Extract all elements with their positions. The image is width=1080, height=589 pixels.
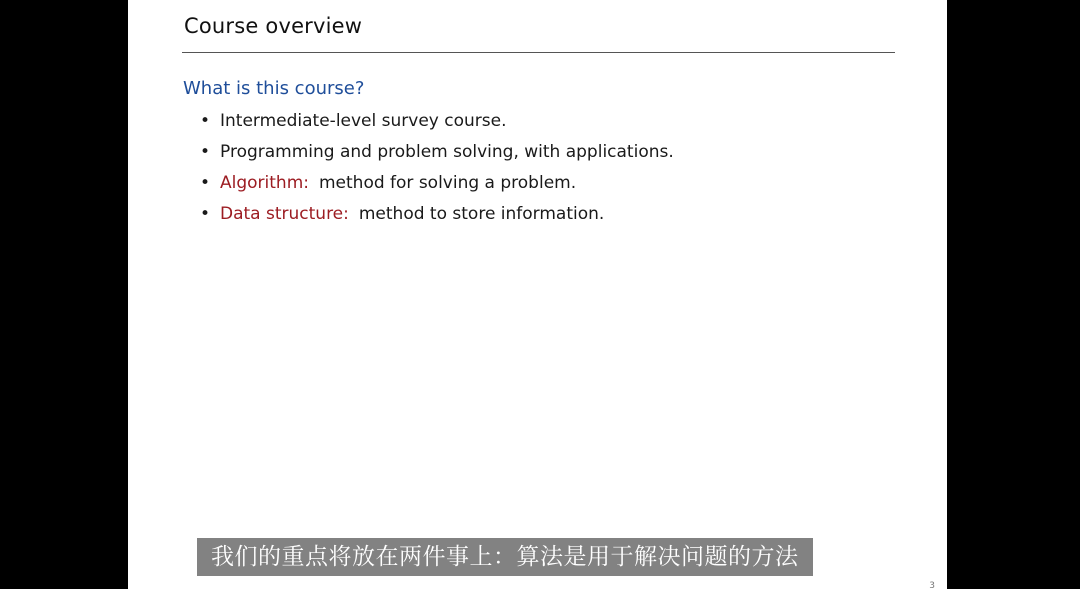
bullet-dot-icon: •: [200, 142, 211, 162]
video-subtitle: 我们的重点将放在两件事上：算法是用于解决问题的方法: [197, 538, 813, 576]
bullet-text: method for solving a problem.: [318, 173, 577, 193]
bullet-dot-icon: •: [200, 111, 211, 131]
bullet-dot-icon: •: [200, 204, 211, 224]
bullet-text: Intermediate-level survey course.: [220, 111, 507, 131]
title-divider: [182, 52, 895, 53]
bullet-dot-icon: •: [200, 173, 211, 193]
bullet-text: Programming and problem solving, with applications.: [220, 142, 674, 162]
bullet-list: [200, 109, 674, 233]
section-heading: What is this course?: [183, 78, 365, 99]
page-number: 3: [929, 581, 935, 589]
bullet-item: [200, 202, 674, 233]
lecture-slide: [128, 0, 947, 589]
bullet-item: [200, 109, 674, 140]
bullet-term: Algorithm:: [220, 173, 309, 193]
bullet-term: Data structure:: [220, 204, 349, 224]
bullet-text: method to store information.: [358, 204, 605, 224]
bullet-item: [200, 171, 674, 202]
slide-title: Course overview: [184, 14, 363, 38]
bullet-item: [200, 140, 674, 171]
